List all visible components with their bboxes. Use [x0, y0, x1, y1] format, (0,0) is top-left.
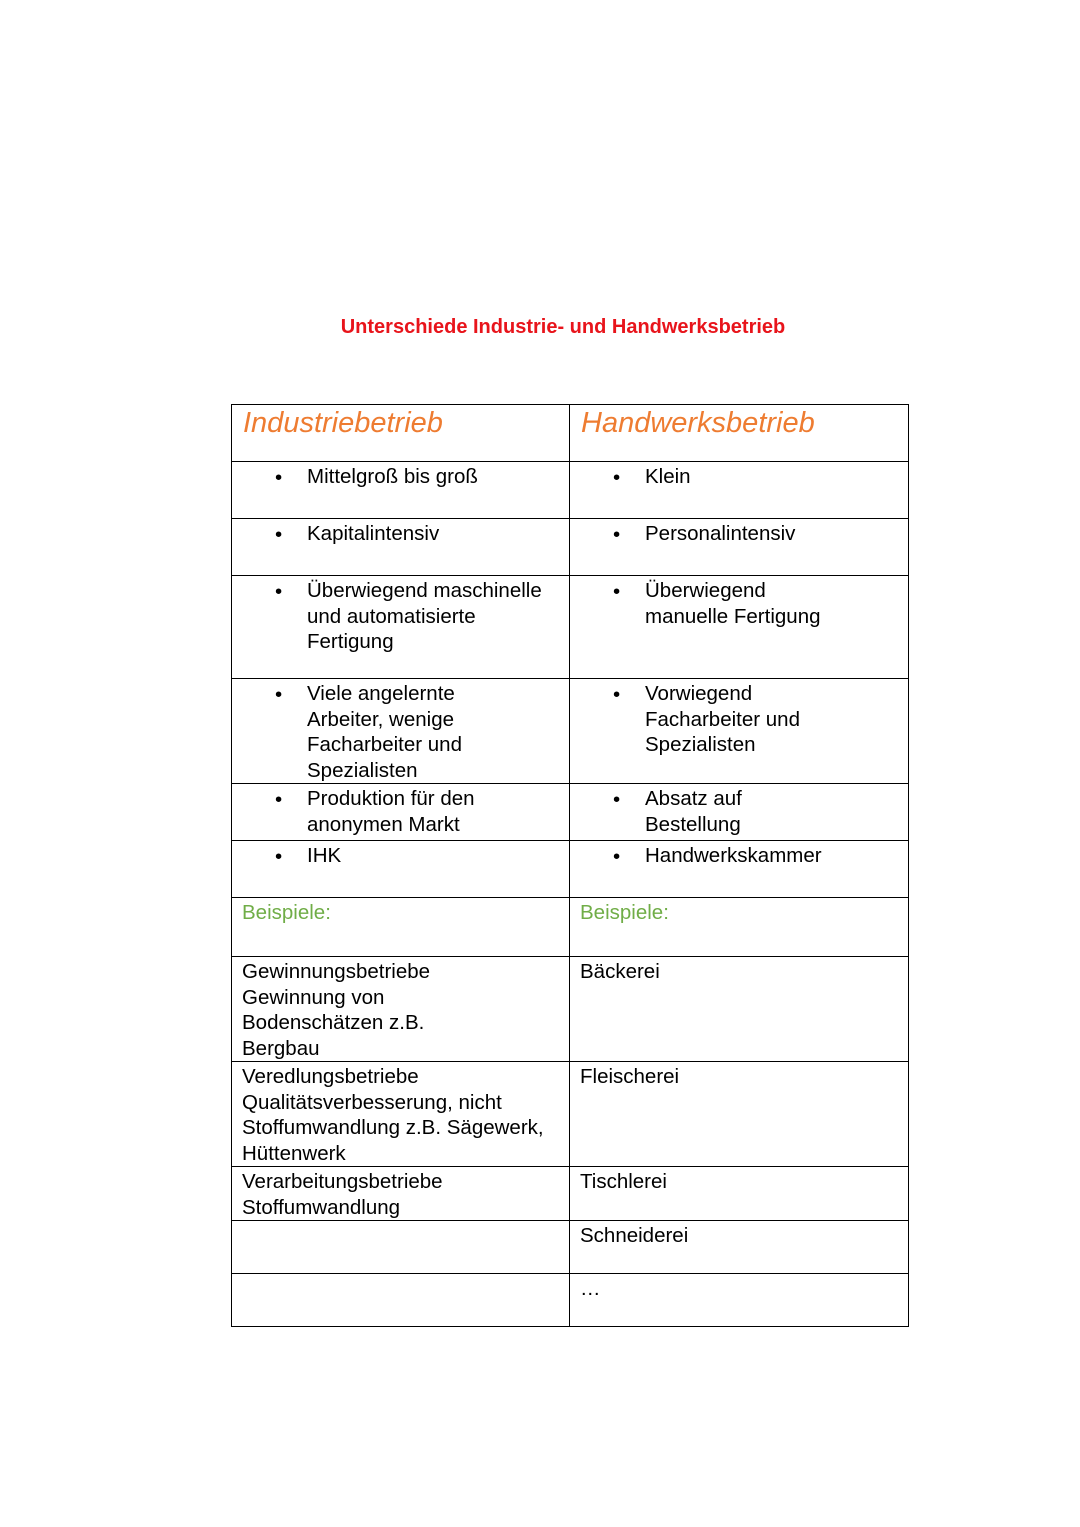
bullet-cell [570, 841, 909, 898]
example-text: Schneiderei [580, 1224, 689, 1247]
examples-label: Beispiele: [242, 901, 331, 924]
bullet-cell [570, 462, 909, 519]
examples-label-cell [570, 898, 909, 957]
example-text: Fleischerei [580, 1065, 680, 1088]
examples-label: Beispiele: [580, 901, 669, 924]
bullet-text: Handwerkskammer [645, 844, 822, 867]
example-cell [570, 1167, 909, 1221]
bullet-text: Klein [645, 465, 691, 488]
example-cell [232, 1221, 570, 1274]
bullet-text: Überwiegend manuelle Fertigung [645, 579, 821, 628]
table-row [232, 462, 909, 519]
header-cell-handwerk [570, 405, 909, 462]
bullet-text: Produktion für den anonymen Markt [307, 787, 475, 836]
bullet-icon: • [275, 845, 283, 868]
bullet-cell [232, 576, 570, 679]
bullet-text: Personalintensiv [645, 522, 796, 545]
example-text: … [580, 1277, 601, 1300]
bullet-icon: • [275, 683, 283, 706]
bullet-icon: • [613, 845, 621, 868]
bullet-icon: • [613, 788, 621, 811]
table-row [232, 1062, 909, 1167]
example-cell [570, 957, 909, 1062]
example-text: Bäckerei [580, 960, 660, 983]
example-text: Tischlerei [580, 1170, 667, 1193]
bullet-text: Mittelgroß bis groß [307, 465, 478, 488]
bullet-text: Vorwiegend Facharbeiter und Spezialisten [645, 682, 800, 756]
bullet-cell [232, 841, 570, 898]
example-cell [570, 1062, 909, 1167]
examples-label-row [232, 898, 909, 957]
example-cell [232, 1274, 570, 1327]
bullet-text: Absatz auf Bestellung [645, 787, 742, 836]
column-heading-industriebetrieb: Industriebetrieb [243, 407, 443, 439]
table-row [232, 841, 909, 898]
example-text [232, 1274, 569, 1276]
bullet-icon: • [613, 466, 621, 489]
bullet-icon: • [613, 683, 621, 706]
bullet-cell [232, 462, 570, 519]
bullet-text: Kapitalintensiv [307, 522, 440, 545]
example-cell [232, 1062, 570, 1167]
example-cell [570, 1221, 909, 1274]
bullet-cell [570, 576, 909, 679]
table-row [232, 1221, 909, 1274]
examples-label-cell [232, 898, 570, 957]
bullet-cell [570, 679, 909, 784]
table-row [232, 519, 909, 576]
bullet-cell [570, 519, 909, 576]
example-text: Verarbeitungsbetriebe Stoffumwandlung [242, 1170, 443, 1219]
table-row [232, 957, 909, 1062]
column-heading-handwerksbetrieb: Handwerksbetrieb [581, 407, 815, 439]
table-row [232, 1167, 909, 1221]
bullet-cell [232, 784, 570, 841]
header-cell-industrie [232, 405, 570, 462]
bullet-text: IHK [307, 844, 342, 867]
bullet-icon: • [275, 466, 283, 489]
bullet-cell [570, 784, 909, 841]
example-cell [232, 957, 570, 1062]
example-text: Gewinnungsbetriebe Gewinnung von Bodenschätzen z.B. Bergbau [242, 960, 431, 1060]
comparison-table [231, 404, 909, 1327]
bullet-icon: • [275, 580, 283, 603]
bullet-cell [232, 519, 570, 576]
table-row [232, 1274, 909, 1327]
bullet-icon: • [275, 523, 283, 546]
table-row [232, 679, 909, 784]
table-row [232, 784, 909, 841]
bullet-text: Viele angelernte Arbeiter, wenige Facharbeiter und Spezialisten [307, 682, 462, 782]
example-text: Veredlungsbetriebe Qualitätsverbesserung, nicht Stoffumwandlung z.B. Sägewerk, Hüttenwerk [242, 1065, 544, 1165]
table-row [232, 576, 909, 679]
bullet-icon: • [613, 523, 621, 546]
example-cell [570, 1274, 909, 1327]
table-header-row [232, 405, 909, 462]
bullet-icon: • [275, 788, 283, 811]
bullet-text: Überwiegend maschinelle und automatisierte Fertigung [307, 579, 542, 653]
bullet-icon: • [613, 580, 621, 603]
document-title: Unterschiede Industrie- und Handwerksbetrieb [340, 316, 786, 338]
bullet-cell [232, 679, 570, 784]
example-text [232, 1221, 569, 1223]
example-cell [232, 1167, 570, 1221]
